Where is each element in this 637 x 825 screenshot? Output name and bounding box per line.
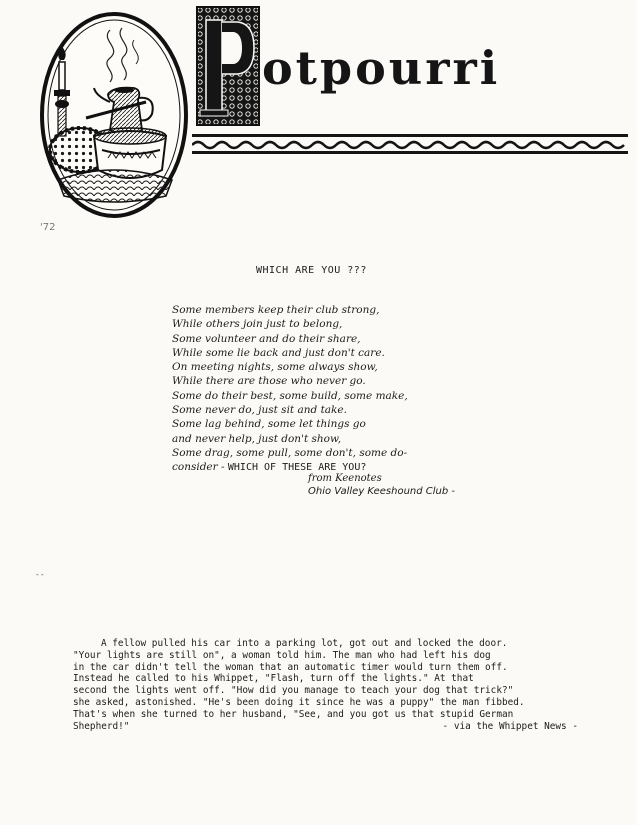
masthead-decorative-rule — [192, 134, 628, 156]
anecdote-line: she asked, astonished. "He's been doing it since he was a puppy" the man fibbed. — [73, 696, 525, 708]
poem-line: Some members keep their club strong, — [172, 304, 380, 316]
poem-last-line-lead: consider - — [172, 461, 228, 474]
poem-question: WHICH OF THESE ARE YOU? — [227, 462, 367, 474]
anecdote-last-line — [73, 721, 578, 733]
poem-line: and never help, just don't show, — [172, 432, 342, 445]
poem-source: from Keenotes — [308, 473, 382, 484]
poem-line: Some volunteer and do their share, — [172, 332, 361, 345]
poem-attribution — [308, 472, 455, 498]
poem-line: On meeting nights, some always show, — [172, 361, 378, 374]
poem-club: Ohio Valley Keeshound Club - — [308, 486, 456, 497]
margin-mark: -- — [35, 570, 45, 579]
poem-line: Some never do, just sit and take. — [172, 404, 347, 417]
poem-line: Some drag, some pull, some don't, some do- — [172, 446, 408, 459]
anecdote-final-text: Shepherd!" — [73, 720, 130, 732]
poem-line: While others join just to belong, — [172, 318, 343, 331]
anecdote-credit: - via the Whippet News - — [442, 720, 578, 732]
anecdote-line: Instead he called to his Whippet, "Flash, turn off the lights." At that — [73, 673, 474, 685]
anecdote-line: in the car didn't tell the woman that an automatic timer would turn them off. — [73, 661, 508, 673]
poem-title: WHICH ARE YOU ??? — [256, 265, 367, 276]
masthead-initial-p — [196, 6, 260, 126]
anecdote-line: A fellow pulled his car into a parking lot, got out and locked the door. — [101, 638, 508, 649]
poem-body — [172, 303, 492, 475]
poem-line: While there are those who never go. — [172, 375, 366, 388]
anecdote-line: second the lights went off. "How did you manage to teach your dog that trick?" — [73, 685, 514, 697]
poem-line: Some do their best, some build, some make, — [172, 389, 408, 402]
poem-line: While some lie back and just don't care. — [172, 346, 385, 359]
stray-handwritten-mark: '72 — [40, 222, 56, 233]
anecdote-line: That's when she turned to her husband, "See, and you got us that stupid German — [73, 708, 514, 720]
poem-line: Some lag behind, some let things go — [172, 418, 366, 431]
potpourri-illustration — [38, 10, 190, 220]
anecdote-line: "Your lights are still on", a woman told him. The man who had left his dog — [73, 649, 491, 661]
anecdote-body — [73, 638, 578, 732]
masthead-title: otpourri — [262, 41, 501, 95]
